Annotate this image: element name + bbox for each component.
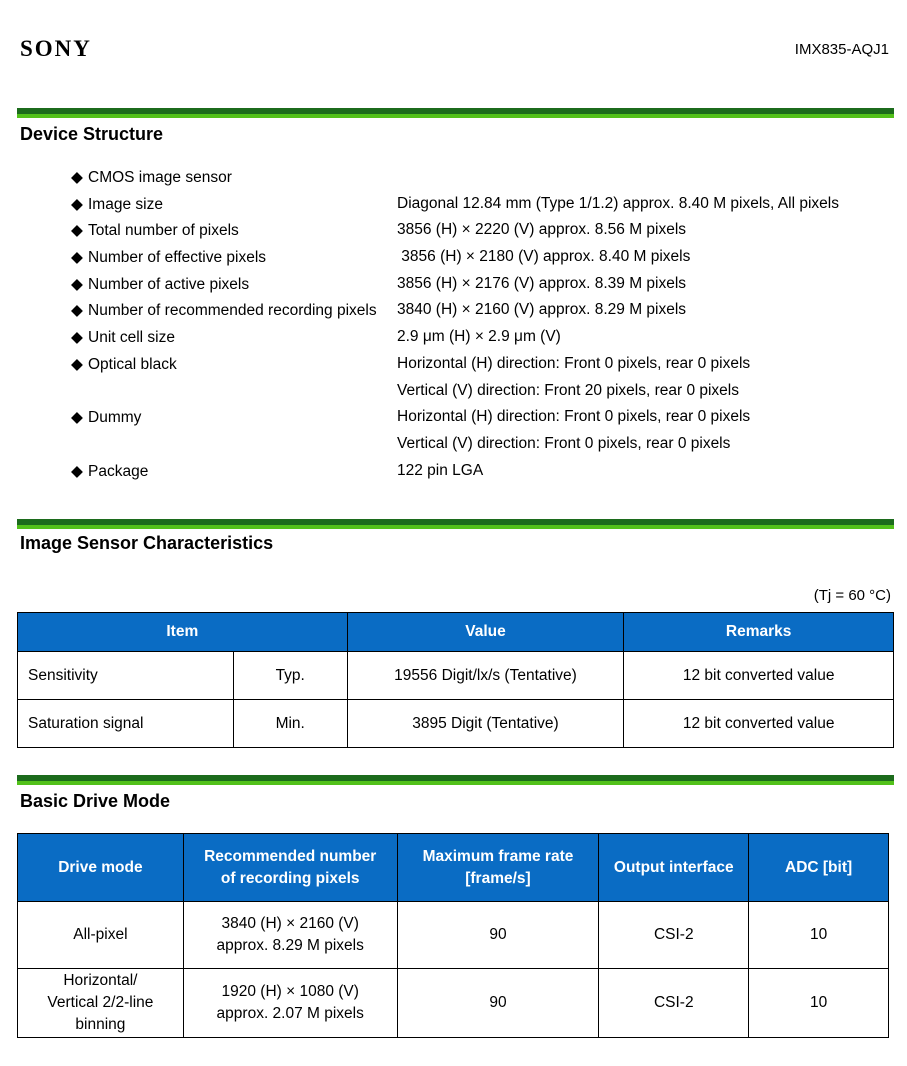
adc-cell: 10 [749,969,889,1038]
spec-value: 3840 (H) × 2160 (V) approx. 8.29 M pixels [397,301,687,318]
spec-row [71,301,687,323]
spec-label: Unit cell size [88,329,175,346]
spec-label: Image size [88,196,163,213]
spec-label: Dummy [88,409,142,426]
item-cell: Sensitivity [18,652,234,700]
spec-value: 2.9 μm (H) × 2.9 μm (V) [397,328,561,345]
spec-row [71,168,232,190]
mode-cell: All-pixel [18,902,184,969]
spec-row [71,275,687,297]
spec-label: Optical black [88,356,177,373]
table-header-row [18,613,894,652]
diamond-bullet-icon: ◆ [71,302,83,319]
spec-value: Diagonal 12.84 mm (Type 1/1.2) approx. 8.40 M pixels, All pixels [397,195,839,212]
diamond-bullet-icon: ◆ [71,249,83,266]
spec-row [71,221,687,243]
table-row [18,902,889,969]
spec-row [71,355,751,377]
interface-cell: CSI-2 [599,969,749,1038]
spec-row [71,462,484,484]
spec-value: 3856 (H) × 2180 (V) approx. 8.40 M pixels [397,248,691,265]
spec-label: Number of recommended recording pixels [88,302,377,319]
spec-label: Package [88,463,149,480]
spec-label: CMOS image sensor [88,169,232,186]
diamond-bullet-icon: ◆ [71,169,83,186]
diamond-bullet-icon: ◆ [71,356,83,373]
diamond-bullet-icon: ◆ [71,222,83,239]
diamond-bullet-icon: ◆ [71,196,83,213]
spec-label: Number of effective pixels [88,249,267,266]
spec-value: 3856 (H) × 2176 (V) approx. 8.39 M pixels [397,275,687,292]
diamond-bullet-icon: ◆ [71,409,83,426]
mode-cell: Horizontal/ Vertical 2/2-line binning [18,969,184,1038]
section-divider [17,108,894,118]
section-divider [17,775,894,785]
value-cell: 19556 Digit/lx/s (Tentative) [347,652,624,700]
drive-mode-table [17,833,889,1038]
qualifier-cell: Typ. [233,652,347,700]
image-sensor-table [17,612,894,748]
fps-cell: 90 [397,902,599,969]
qualifier-cell: Min. [233,700,347,748]
spec-label: Total number of pixels [88,222,239,239]
spec-label: Number of active pixels [88,276,250,293]
column-header: Maximum frame rate [frame/s] [397,834,599,902]
sony-logo: SONY [20,36,92,61]
spec-value: Vertical (V) direction: Front 0 pixels, rear 0 pixels [397,435,731,452]
diamond-bullet-icon: ◆ [71,276,83,293]
table-row [18,700,894,748]
column-header: Value [347,613,624,652]
value-cell: 3895 Digit (Tentative) [347,700,624,748]
spec-value: 3856 (H) × 2220 (V) approx. 8.56 M pixels [397,221,687,238]
adc-cell: 10 [749,902,889,969]
spec-row [71,408,751,430]
table-row [18,969,889,1038]
device-structure-title: Device Structure [20,124,164,144]
drive-mode-title: Basic Drive Mode [20,791,171,811]
column-header: ADC [bit] [749,834,889,902]
spec-row [71,328,561,350]
diamond-bullet-icon: ◆ [71,329,83,346]
pixels-cell: 1920 (H) × 1080 (V) approx. 2.07 M pixels [183,969,397,1038]
spec-value: Horizontal (H) direction: Front 0 pixels, rear 0 pixels [397,408,751,425]
image-sensor-title: Image Sensor Characteristics [20,533,274,553]
spec-row [71,195,839,217]
spec-value: Horizontal (H) direction: Front 0 pixels, rear 0 pixels [397,355,751,372]
column-header: Drive mode [18,834,184,902]
fps-cell: 90 [397,969,599,1038]
section-divider [17,519,894,529]
column-header: Item [18,613,348,652]
pixels-cell: 3840 (H) × 2160 (V) approx. 8.29 M pixels [183,902,397,969]
column-header: Recommended number of recording pixels [183,834,397,902]
remarks-cell: 12 bit converted value [624,700,894,748]
column-header: Output interface [599,834,749,902]
spec-value: Vertical (V) direction: Front 20 pixels, rear 0 pixels [397,382,739,399]
column-header: Remarks [624,613,894,652]
table-header-row [18,834,889,902]
document-id: IMX835-AQJ1 [794,41,889,58]
interface-cell: CSI-2 [599,902,749,969]
spec-row [71,248,691,270]
spec-value: 122 pin LGA [397,462,484,479]
table-row [18,652,894,700]
item-cell: Saturation signal [18,700,234,748]
temperature-condition: (Tj = 60 °C) [813,587,891,604]
remarks-cell: 12 bit converted value [624,652,894,700]
diamond-bullet-icon: ◆ [71,463,83,480]
